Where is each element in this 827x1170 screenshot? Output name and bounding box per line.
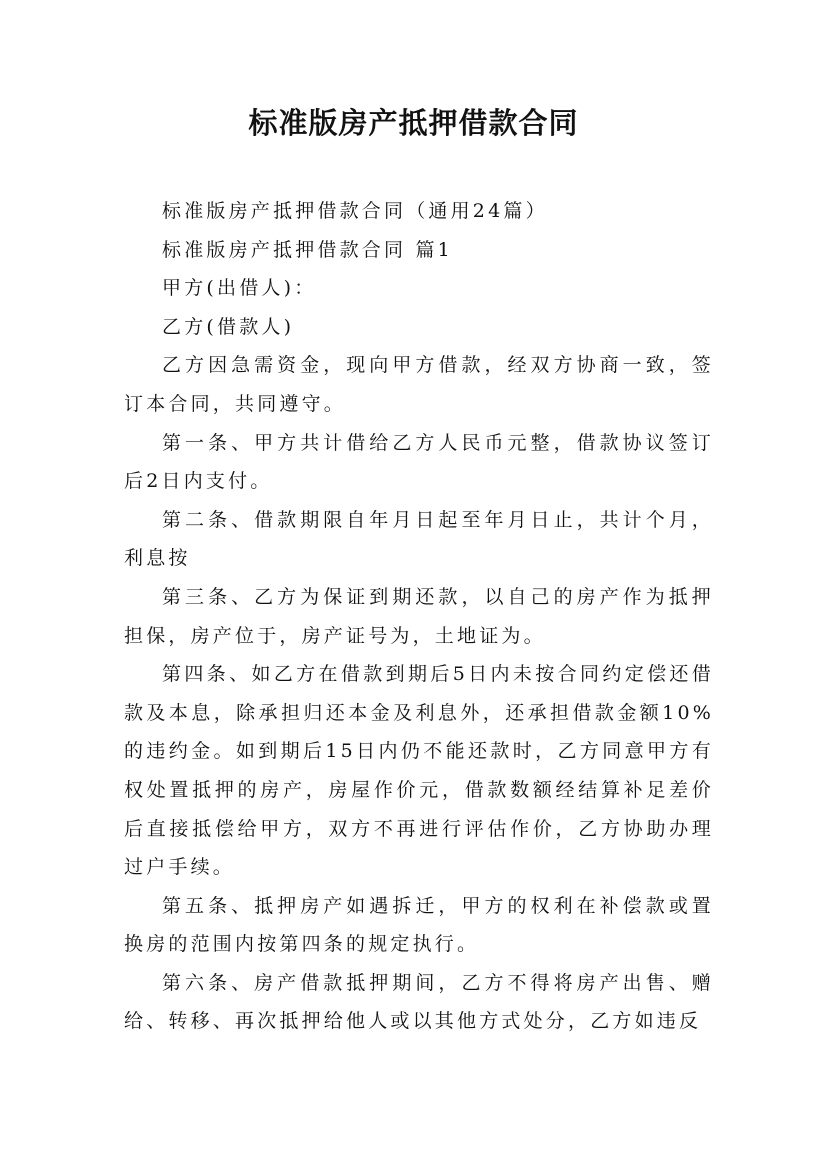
article-4-paragraph: 第四条、如乙方在借款到期后5日内未按合同约定偿还借款及本息，除承担归还本金及利息外，还承担借款金额10%的违约金。如到期后15日内仍不能还款时，乙方同意甲方有权处置抵押的房产，房屋作价元，借款数额经结算补足差价后直接抵偿给甲方，双方不再进行评估作价，乙方协助办理过户手续。 xyxy=(124,663,714,879)
document-body xyxy=(124,192,714,1041)
article-6-paragraph: 第六条、房产借款抵押期间，乙方不得将房产出售、赠给、转移、再次抵押给他人或以其他方式处分，乙方如违反 xyxy=(124,971,714,1033)
article-5-paragraph: 第五条、抵押房产如遇拆迁，甲方的权利在补偿款或置换房的范围内按第四条的规定执行。 xyxy=(124,894,714,956)
party-b-line: 乙方(借款人) xyxy=(162,315,295,338)
article-2-paragraph: 第二条、借款期限自年月日起至年月日止，共计个月，利息按 xyxy=(124,508,714,570)
preamble-paragraph: 乙方因急需资金，现向甲方借款，经双方协商一致，签订本合同，共同遵守。 xyxy=(124,354,714,415)
article-3-paragraph: 第三条、乙方为保证到期还款，以自己的房产作为抵押担保，房产位于，房产证号为，土地证为。 xyxy=(124,585,714,647)
article-1-paragraph: 第一条、甲方共计借给乙方人民币元整，借款协议签订后2日内支付。 xyxy=(124,431,714,493)
section-heading: 标准版房产抵押借款合同 篇1 xyxy=(162,238,453,261)
subtitle-paragraph: 标准版房产抵押借款合同（通用24篇） xyxy=(162,200,548,222)
party-a-line: 甲方(出借人)： xyxy=(162,277,317,300)
document-title: 标准版房产抵押借款合同 xyxy=(248,106,579,140)
